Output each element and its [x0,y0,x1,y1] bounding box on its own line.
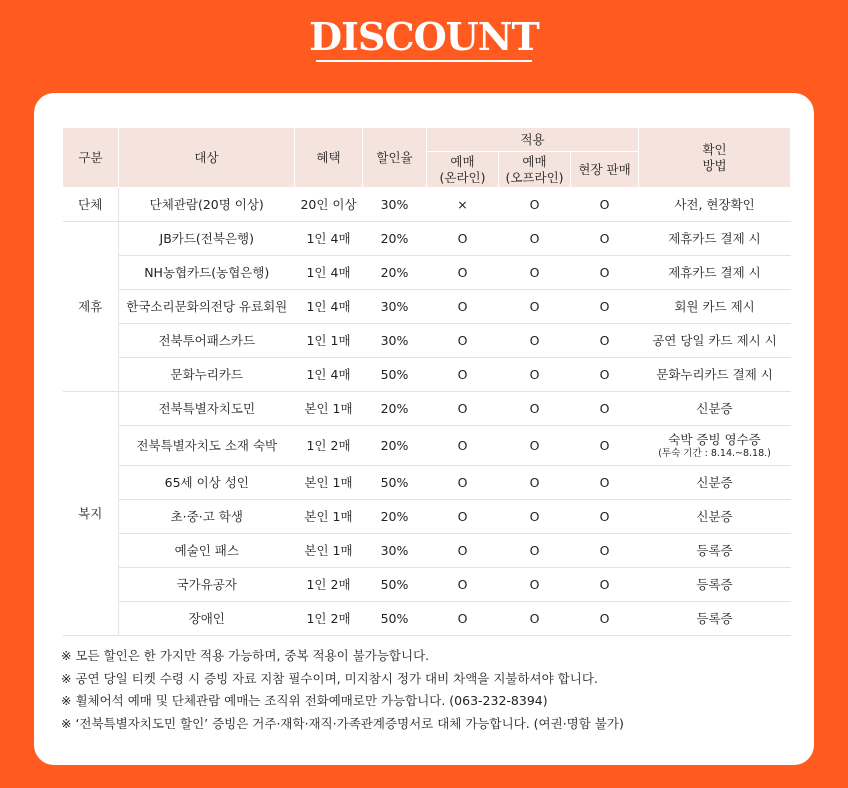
cell-benefit: 본인 1매 [295,392,363,426]
cell-rate: 20% [363,426,427,466]
confirm-text: 등록증 [696,542,733,558]
cell-confirm [639,534,791,568]
header-rate: 할인율 [363,128,427,188]
cell-onsite: O [571,222,639,256]
cell-target: 한국소리문화의전당 유료회원 [119,290,295,324]
cell-online: O [427,392,499,426]
table-row [63,466,791,500]
confirm-text: 등록증 [696,576,733,592]
cell-target: 단체관람(20명 이상) [119,188,295,222]
discount-table [62,127,791,636]
note-item: ※ ‘전북특별자치도민 할인’ 증빙은 거주·재학·재직·가족관계증명서로 대체 가능합니다. (여권·명함 불가) [61,716,624,732]
cell-benefit: 1인 2매 [295,426,363,466]
notes-section [61,645,624,736]
confirm-text: 숙박 증빙 영수증 [668,431,761,447]
confirm-text: 제휴카드 결제 시 [668,264,761,280]
cell-onsite: O [571,188,639,222]
cell-target: 국가유공자 [119,568,295,602]
cell-rate: 20% [363,392,427,426]
cell-onsite: O [571,534,639,568]
confirm-text: 공연 당일 카드 제시 시 [652,332,777,348]
page-title: DISCOUNT [309,14,539,59]
cell-benefit: 20인 이상 [295,188,363,222]
cell-online: O [427,290,499,324]
cell-offline: O [499,500,571,534]
cell-online: O [427,222,499,256]
cell-onsite: O [571,358,639,392]
cell-benefit: 본인 1매 [295,500,363,534]
confirm-text: 등록증 [696,610,733,626]
cell-onsite: O [571,426,639,466]
cell-online: O [427,324,499,358]
cell-confirm [639,426,791,466]
header-offline: 예매 (오프라인) [499,152,571,188]
cell-target: 초·중·고 학생 [119,500,295,534]
cell-offline: O [499,324,571,358]
title-underline [316,60,532,62]
cell-offline: O [499,426,571,466]
cell-online: O [427,358,499,392]
cell-onsite: O [571,500,639,534]
table-row [63,602,791,636]
cell-rate: 20% [363,500,427,534]
cell-rate: 30% [363,534,427,568]
table-row [63,426,791,466]
confirm-text: 회원 카드 제시 [674,298,755,314]
cell-target: 장애인 [119,602,295,636]
cell-rate: 30% [363,188,427,222]
cell-benefit: 1인 4매 [295,358,363,392]
cell-rate: 30% [363,290,427,324]
cell-offline: O [499,534,571,568]
cell-offline: O [499,568,571,602]
group-name: 제휴 [63,222,119,392]
confirm-note: (투숙 기간 : 8.14.~8.18.) [658,447,771,459]
header-confirm: 확인 방법 [639,128,791,188]
header-benefit: 혜택 [295,128,363,188]
cell-offline: O [499,290,571,324]
group-name: 복지 [63,392,119,636]
cell-rate: 50% [363,602,427,636]
cell-onsite: O [571,256,639,290]
header-onsite: 현장 판매 [571,152,639,188]
table-row [63,188,791,222]
cell-benefit: 1인 4매 [295,290,363,324]
confirm-text: 제휴카드 결제 시 [668,230,761,246]
cell-benefit: 1인 2매 [295,568,363,602]
table-row [63,534,791,568]
cell-target: 전북특별자치도 소재 숙박 [119,426,295,466]
cell-confirm [639,466,791,500]
header-online: 예매 (온라인) [427,152,499,188]
cell-onsite: O [571,466,639,500]
cell-rate: 20% [363,222,427,256]
header-category: 구분 [63,128,119,188]
cell-offline: O [499,222,571,256]
cell-confirm [639,256,791,290]
table-row [63,222,791,256]
cell-rate: 50% [363,568,427,602]
header-apply: 적용 [427,128,639,152]
cell-onsite: O [571,290,639,324]
cell-offline: O [499,188,571,222]
cell-target: 예술인 패스 [119,534,295,568]
cell-online: O [427,466,499,500]
cell-confirm [639,290,791,324]
group-name: 단체 [63,188,119,222]
note-item: ※ 휠체어석 예매 및 단체관람 예매는 조직위 전화예매로만 가능합니다. (063-232-8394) [61,693,548,709]
cell-offline: O [499,358,571,392]
cell-target: 전북투어패스카드 [119,324,295,358]
cell-benefit: 본인 1매 [295,466,363,500]
table-row [63,290,791,324]
confirm-text: 신분증 [696,400,733,416]
confirm-text: 신분증 [696,474,733,490]
cell-online: O [427,568,499,602]
cell-confirm [639,188,791,222]
cell-confirm [639,568,791,602]
cell-confirm [639,358,791,392]
cell-onsite: O [571,392,639,426]
confirm-text: 신분증 [696,508,733,524]
cell-target: JB카드(전북은행) [119,222,295,256]
table-row [63,358,791,392]
cell-online: O [427,602,499,636]
cell-benefit: 본인 1매 [295,534,363,568]
cell-offline: O [499,392,571,426]
cell-offline: O [499,602,571,636]
cell-online: O [427,500,499,534]
cell-rate: 50% [363,466,427,500]
table-row [63,324,791,358]
cell-offline: O [499,256,571,290]
cell-confirm [639,602,791,636]
cell-benefit: 1인 2매 [295,602,363,636]
cell-online: O [427,426,499,466]
note-item: ※ 공연 당일 티켓 수령 시 증빙 자료 지참 필수이며, 미지참시 정가 대비 차액을 지불하셔야 합니다. [61,670,598,686]
cell-online: O [427,534,499,568]
cell-rate: 20% [363,256,427,290]
header-target: 대상 [119,128,295,188]
cell-confirm [639,222,791,256]
note-item: ※ 모든 할인은 한 가지만 적용 가능하며, 중복 적용이 불가능합니다. [61,648,430,663]
discount-card [34,93,814,765]
confirm-text: 문화누리카드 결제 시 [656,366,773,382]
confirm-text: 사전, 현장확인 [674,196,755,212]
cell-benefit: 1인 4매 [295,256,363,290]
cell-online: O [427,256,499,290]
cell-onsite: O [571,568,639,602]
cell-online: × [427,188,499,222]
table-body [63,188,791,636]
cell-onsite: O [571,602,639,636]
table-row [63,568,791,602]
table-row [63,256,791,290]
cell-target: 65세 이상 성인 [119,466,295,500]
cell-offline: O [499,466,571,500]
cell-confirm [639,392,791,426]
cell-confirm [639,324,791,358]
cell-target: NH농협카드(농협은행) [119,256,295,290]
cell-confirm [639,500,791,534]
cell-rate: 50% [363,358,427,392]
cell-onsite: O [571,324,639,358]
cell-rate: 30% [363,324,427,358]
table-row [63,500,791,534]
cell-benefit: 1인 1매 [295,324,363,358]
cell-target: 전북특별자치도민 [119,392,295,426]
cell-target: 문화누리카드 [119,358,295,392]
cell-benefit: 1인 4매 [295,222,363,256]
table-row [63,392,791,426]
